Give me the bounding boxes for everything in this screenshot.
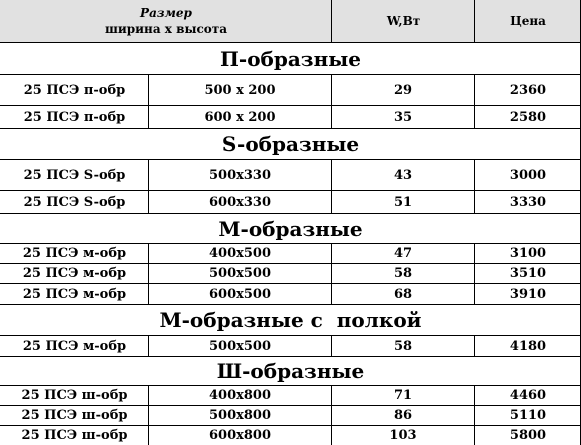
size-cell: 600х330 <box>208 194 272 210</box>
size-cell: 400х500 <box>208 246 272 261</box>
size-cell: 600 х 200 <box>204 109 276 125</box>
table-row <box>0 160 581 190</box>
price-cell: 5110 <box>509 408 547 423</box>
size-cell: 600х800 <box>208 428 272 443</box>
table-row <box>0 406 581 425</box>
grid-line <box>474 159 475 213</box>
grid-line <box>0 356 581 357</box>
size-cell: 600х500 <box>208 286 272 302</box>
model-cell: 25 ПСЭ м-обр <box>22 286 127 302</box>
power-cell: 43 <box>393 167 413 183</box>
grid-line <box>331 243 332 304</box>
grid-line <box>148 159 149 213</box>
grid-line <box>0 42 581 43</box>
size-cell: 500х500 <box>208 266 272 281</box>
grid-line <box>0 263 581 264</box>
section-title: М-образные с полкой <box>0 305 581 335</box>
section-title: Ш-образные <box>0 357 581 385</box>
grid-line <box>0 159 581 160</box>
model-cell: 25 ПСЭ S-обр <box>23 167 126 183</box>
grid-line <box>148 74 149 128</box>
table-row <box>0 386 581 405</box>
section-title: S-образные <box>0 129 581 159</box>
table-row <box>0 106 581 128</box>
grid-line <box>148 335 149 356</box>
section-title: М-образные <box>0 214 581 243</box>
model-cell: 25 ПСЭ п-обр <box>23 82 126 98</box>
model-cell: 25 ПСЭ ш-обр <box>21 428 128 443</box>
grid-line <box>474 243 475 304</box>
table-header <box>0 0 581 42</box>
grid-line <box>0 425 581 426</box>
grid-line <box>331 335 332 356</box>
header-size-subtitle: ширина х высота <box>104 22 228 36</box>
table-row <box>0 75 581 105</box>
header-size <box>0 0 332 42</box>
power-cell: 71 <box>393 388 413 403</box>
grid-line <box>0 283 581 284</box>
grid-line <box>0 304 581 305</box>
table-row <box>0 426 581 445</box>
price-cell: 2360 <box>509 82 547 98</box>
model-cell: 25 ПСЭ м-обр <box>22 338 127 354</box>
price-cell: 2580 <box>509 109 547 125</box>
size-cell: 500 х 200 <box>204 82 276 98</box>
model-cell: 25 ПСЭ п-обр <box>23 109 126 125</box>
section-title: П-образные <box>0 43 581 74</box>
grid-line <box>0 74 581 75</box>
model-cell: 25 ПСЭ м-обр <box>22 246 127 261</box>
power-cell: 47 <box>393 246 413 261</box>
table-row <box>0 264 581 283</box>
model-cell: 25 ПСЭ ш-обр <box>21 408 128 423</box>
power-cell: 68 <box>393 286 413 302</box>
grid-line <box>0 243 581 244</box>
size-cell: 400х800 <box>208 388 272 403</box>
size-cell: 500х800 <box>208 408 272 423</box>
grid-line <box>148 385 149 445</box>
grid-line <box>331 0 332 42</box>
grid-line <box>0 213 581 214</box>
power-cell: 35 <box>393 109 413 125</box>
grid-line <box>474 0 475 42</box>
size-cell: 500х330 <box>208 167 272 183</box>
price-cell: 4180 <box>509 338 547 354</box>
power-cell: 51 <box>393 194 413 210</box>
power-cell: 86 <box>393 408 413 423</box>
grid-line <box>0 385 581 386</box>
header-power: W,Вт <box>386 14 421 28</box>
grid-line <box>474 74 475 128</box>
price-cell: 5800 <box>509 428 547 443</box>
price-cell: 4460 <box>509 388 547 403</box>
grid-line <box>0 128 581 129</box>
grid-line <box>331 74 332 128</box>
grid-line <box>0 105 581 106</box>
model-cell: 25 ПСЭ S-обр <box>23 194 126 210</box>
power-cell: 58 <box>393 338 413 354</box>
price-cell: 3330 <box>509 194 547 210</box>
power-cell: 29 <box>393 82 413 98</box>
model-cell: 25 ПСЭ м-обр <box>22 266 127 281</box>
price-cell: 3510 <box>509 266 547 281</box>
grid-line <box>474 335 475 356</box>
grid-line <box>331 159 332 213</box>
power-cell: 103 <box>389 428 417 443</box>
model-cell: 25 ПСЭ ш-обр <box>21 388 128 403</box>
table-row <box>0 244 581 263</box>
grid-line <box>148 243 149 304</box>
grid-line <box>0 190 581 191</box>
price-cell: 3000 <box>509 167 547 183</box>
grid-line <box>0 405 581 406</box>
table-row <box>0 336 581 356</box>
header-size-title: Размер <box>140 6 192 20</box>
table-row <box>0 191 581 213</box>
power-cell: 58 <box>393 266 413 281</box>
size-cell: 500х500 <box>208 338 272 354</box>
grid-line <box>474 385 475 445</box>
table-row <box>0 284 581 304</box>
grid-line <box>331 385 332 445</box>
header-price: Цена <box>510 14 546 28</box>
price-cell: 3100 <box>509 246 547 261</box>
price-cell: 3910 <box>509 286 547 302</box>
grid-line <box>0 335 581 336</box>
